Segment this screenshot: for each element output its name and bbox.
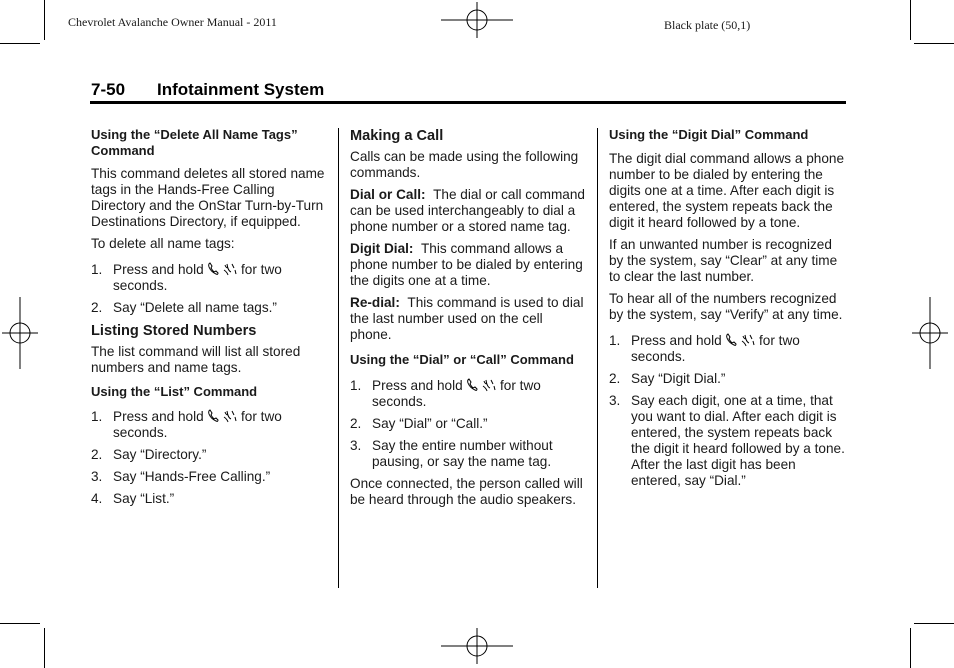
list-item: 3. Say “Hands-Free Calling.” [91, 469, 271, 484]
crop-mark [0, 623, 40, 624]
column-1 [91, 127, 329, 513]
list-item: 3. Say each digit, one at a time, that you want to dial. After each digit is entered, the system repeats back the digit it heard followed by a tone. After the last digit has been entered, say “Dial.” [609, 393, 845, 488]
list-item: 2. Say “Directory.” [91, 447, 207, 462]
push-to-talk-icon [466, 378, 478, 392]
page-number: 7-50 [91, 80, 126, 99]
column-2 [350, 127, 588, 514]
crop-mark [914, 43, 954, 44]
steps-list [91, 409, 329, 507]
registration-mark-icon [441, 2, 513, 38]
subheading-delete-all: Using the “Delete All Name Tags” Command [91, 127, 298, 158]
list-item: 3. Say the entire number without pausing, or say the name tag. [350, 438, 553, 469]
paragraph-redial: Re-dial: This command is used to dial the last number used on the cell phone. [350, 295, 584, 342]
list-item: 2. Say “Dial” or “Call.” [350, 416, 488, 431]
paragraph: Once connected, the person called will be heard through the audio speakers. [350, 476, 583, 507]
registration-mark-icon [441, 628, 513, 664]
voice-recognition-icon [741, 333, 755, 347]
paragraph-dial-or-call: Dial or Call: The dial or call command can be used interchangeably to dial a phone number or a stored name tag. [350, 187, 585, 234]
crop-mark [914, 623, 954, 624]
list-item: 1. Press and hold for two seconds. [91, 409, 282, 440]
crop-mark [910, 628, 911, 668]
section-title: Infotainment System [157, 80, 325, 99]
column-divider [338, 128, 339, 588]
paragraph: To delete all name tags: [91, 236, 235, 251]
push-to-talk-icon [207, 409, 219, 423]
push-to-talk-icon [207, 262, 219, 276]
list-item: 2. Say “Delete all name tags.” [91, 300, 277, 315]
paragraph: Calls can be made using the following commands. [350, 149, 579, 180]
paragraph: This command deletes all stored name tags in the Hands-Free Calling Directory and the OnStar Turn-by-Turn Destinations Directory, if equipped. [91, 166, 325, 229]
list-item: 2. Say “Digit Dial.” [609, 371, 726, 386]
section-heading-listing: Listing Stored Numbers [91, 323, 257, 339]
voice-recognition-icon [482, 378, 496, 392]
registration-mark-icon [2, 297, 38, 369]
paragraph-digit-dial: Digit Dial: This command allows a phone number to be dialed by entering the digits one at a time. [350, 241, 583, 288]
crop-mark [44, 628, 45, 668]
title-rule [90, 101, 846, 104]
paragraph: If an unwanted number is recognized by the system, say “Clear” at any time to clear the last number. [609, 237, 838, 284]
list-item: 1. Press and hold for two seconds. [350, 378, 541, 409]
push-to-talk-icon [725, 333, 737, 347]
crop-mark [44, 0, 45, 40]
paragraph: To hear all of the numbers recognized by the system, say “Verify” at any time. [609, 291, 843, 322]
paragraph: The digit dial command allows a phone number to be dialed by entering the digits one at a time. After each digit is entered, the system repeats back the digit it heard followed by a tone. [609, 151, 845, 230]
steps-dial [350, 378, 588, 470]
steps-delete [91, 262, 329, 316]
paragraph: The list command will list all stored numbers and name tags. [91, 344, 301, 375]
voice-recognition-icon [223, 262, 237, 276]
page-title [91, 80, 324, 100]
registration-mark-icon [912, 297, 948, 369]
column-divider [597, 128, 598, 588]
subheading-dial-call: Using the “Dial” or “Call” Command [350, 352, 574, 367]
subheading-list: Using the “List” Command [91, 384, 258, 399]
list-item: 4. Say “List.” [91, 491, 175, 506]
voice-recognition-icon [223, 409, 237, 423]
list-item: 1. Press and hold for two seconds. [609, 333, 800, 364]
list-item: 1. Press and hold for two seconds. [91, 262, 282, 293]
crop-mark [910, 0, 911, 40]
subheading-digit-dial: Using the “Digit Dial” Command [609, 127, 809, 142]
header-manual-title: Chevrolet Avalanche Owner Manual - 2011 [68, 15, 277, 29]
section-heading-making-call: Making a Call [350, 128, 444, 144]
column-3 [609, 127, 845, 495]
header-plate: Black plate (50,1) [664, 18, 751, 32]
crop-mark [0, 43, 40, 44]
steps-digit-dial [609, 333, 845, 489]
